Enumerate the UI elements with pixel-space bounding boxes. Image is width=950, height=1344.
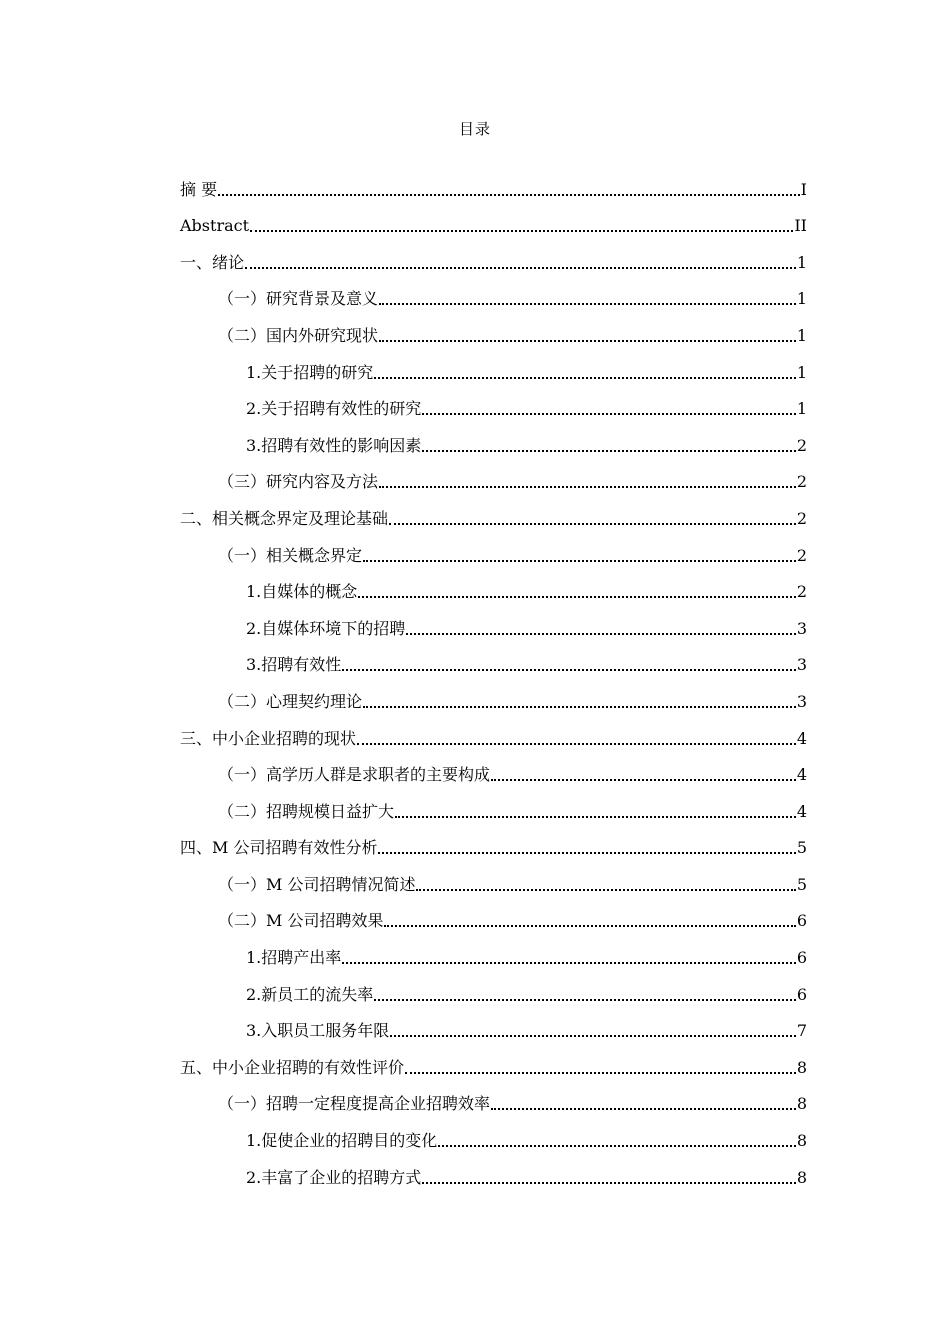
toc-entry[interactable] bbox=[180, 419, 807, 456]
toc-dot-leader bbox=[406, 633, 796, 635]
toc-entry-page-number: 4 bbox=[796, 728, 807, 748]
toc-dot-leader bbox=[422, 450, 796, 452]
toc-dot-leader bbox=[422, 1182, 796, 1184]
toc-entry[interactable] bbox=[180, 895, 807, 932]
toc-dot-leader bbox=[363, 706, 796, 708]
toc-entry-page-number: 2 bbox=[796, 508, 807, 528]
toc-entry-label: （一）M 公司招聘情况简述 bbox=[218, 874, 416, 894]
toc-entry[interactable] bbox=[180, 1151, 807, 1188]
toc-entry-label: （一）研究背景及意义 bbox=[218, 289, 379, 309]
toc-entry-page-number: 5 bbox=[796, 874, 807, 894]
toc-entry[interactable] bbox=[180, 1114, 807, 1151]
toc-dot-leader bbox=[363, 560, 796, 562]
toc-entry-label: （二）M 公司招聘效果 bbox=[218, 911, 384, 931]
toc-entry-label: 1.关于招聘的研究 bbox=[246, 362, 374, 382]
toc-entry-page-number: 1 bbox=[796, 399, 807, 419]
toc-entry-label: （一）高学历人群是求职者的主要构成 bbox=[218, 765, 491, 785]
toc-dot-leader bbox=[395, 816, 796, 818]
toc-entry[interactable] bbox=[180, 492, 807, 529]
toc-entry-label: （二）心理契约理论 bbox=[218, 691, 363, 711]
toc-entry-label: 2.关于招聘有效性的研究 bbox=[246, 399, 422, 419]
toc-dot-leader bbox=[342, 962, 796, 964]
toc-entry-page-number: 8 bbox=[796, 1167, 807, 1187]
toc-dot-leader bbox=[374, 999, 796, 1001]
toc-entry-label: 3.入职员工服务年限 bbox=[246, 1021, 390, 1041]
toc-entry[interactable] bbox=[180, 1005, 807, 1042]
toc-entry[interactable] bbox=[180, 456, 807, 493]
toc-entry-page-number: 2 bbox=[796, 545, 807, 565]
toc-entry[interactable] bbox=[180, 1041, 807, 1078]
toc-dot-leader bbox=[379, 303, 796, 305]
toc-entry[interactable] bbox=[180, 639, 807, 676]
toc-entry[interactable] bbox=[180, 785, 807, 822]
toc-entry-label: 1.招聘产出率 bbox=[246, 948, 342, 968]
toc-entry[interactable] bbox=[180, 163, 807, 200]
toc-entry-label: 2.新员工的流失率 bbox=[246, 984, 374, 1004]
toc-entry-label: （一）相关概念界定 bbox=[218, 545, 363, 565]
toc-entry-page-number: 3 bbox=[796, 618, 807, 638]
toc-entry-label: 五、中小企业招聘的有效性评价 bbox=[180, 1057, 405, 1077]
toc-entry[interactable] bbox=[180, 1078, 807, 1115]
toc-entry[interactable] bbox=[180, 309, 807, 346]
toc-dot-leader bbox=[389, 523, 796, 525]
toc-dot-leader bbox=[378, 852, 795, 854]
toc-entry-page-number: 8 bbox=[796, 1094, 807, 1114]
toc-entry-label: 3.招聘有效性 bbox=[246, 655, 342, 675]
toc-entry[interactable] bbox=[180, 200, 807, 237]
toc-dot-leader bbox=[491, 1108, 796, 1110]
toc-dot-leader bbox=[390, 1035, 796, 1037]
toc-entry-label: 2.自媒体环境下的招聘 bbox=[246, 618, 406, 638]
toc-dot-leader bbox=[218, 194, 800, 196]
toc-dot-leader bbox=[358, 596, 796, 598]
toc-entry-label: 四、M 公司招聘有效性分析 bbox=[180, 838, 378, 858]
toc-entry-page-number: 1 bbox=[796, 252, 807, 272]
toc-entry-label: 2.丰富了企业的招聘方式 bbox=[246, 1167, 422, 1187]
toc-entry-label: 3.招聘有效性的影响因素 bbox=[246, 435, 422, 455]
table-of-contents bbox=[180, 163, 807, 1188]
toc-entry-page-number: 6 bbox=[796, 911, 807, 931]
toc-entry-page-number: 3 bbox=[796, 691, 807, 711]
toc-entry-page-number: 3 bbox=[796, 655, 807, 675]
toc-dot-leader bbox=[374, 377, 796, 379]
toc-dot-leader bbox=[342, 669, 796, 671]
toc-dot-leader bbox=[250, 230, 793, 232]
toc-entry-label: Abstract bbox=[180, 216, 250, 236]
toc-entry[interactable] bbox=[180, 273, 807, 310]
toc-dot-leader bbox=[379, 486, 796, 488]
toc-entry[interactable] bbox=[180, 675, 807, 712]
toc-entry-label: 摘 要 bbox=[180, 179, 218, 199]
toc-entry-label: （一）招聘一定程度提高企业招聘效率 bbox=[218, 1094, 491, 1114]
toc-entry-page-number: 6 bbox=[796, 948, 807, 968]
toc-entry-label: （二）招聘规模日益扩大 bbox=[218, 801, 395, 821]
toc-entry-page-number: 1 bbox=[796, 289, 807, 309]
toc-entry-page-number: 5 bbox=[796, 838, 807, 858]
toc-dot-leader bbox=[357, 743, 796, 745]
toc-entry-page-number: 4 bbox=[796, 765, 807, 785]
toc-entry[interactable] bbox=[180, 529, 807, 566]
toc-entry-page-number: 6 bbox=[796, 984, 807, 1004]
toc-dot-leader bbox=[379, 340, 796, 342]
toc-entry-page-number: 7 bbox=[796, 1021, 807, 1041]
toc-dot-leader bbox=[384, 925, 795, 927]
toc-entry-label: 三、中小企业招聘的现状 bbox=[180, 728, 357, 748]
toc-entry[interactable] bbox=[180, 931, 807, 968]
toc-entry-page-number: 2 bbox=[796, 582, 807, 602]
toc-entry-label: 1.促使企业的招聘目的变化 bbox=[246, 1131, 438, 1151]
toc-entry[interactable] bbox=[180, 712, 807, 749]
toc-dot-leader bbox=[245, 267, 796, 269]
toc-entry-label: （二）国内外研究现状 bbox=[218, 325, 379, 345]
toc-entry[interactable] bbox=[180, 602, 807, 639]
toc-entry[interactable] bbox=[180, 822, 807, 859]
toc-entry[interactable] bbox=[180, 858, 807, 895]
toc-entry-label: 1.自媒体的概念 bbox=[246, 582, 358, 602]
toc-entry-label: （三）研究内容及方法 bbox=[218, 472, 379, 492]
toc-entry-page-number: 4 bbox=[796, 801, 807, 821]
toc-entry[interactable] bbox=[180, 236, 807, 273]
toc-entry[interactable] bbox=[180, 383, 807, 420]
toc-entry-page-number: 1 bbox=[796, 362, 807, 382]
toc-entry-page-number: 2 bbox=[796, 435, 807, 455]
toc-entry[interactable] bbox=[180, 346, 807, 383]
toc-entry[interactable] bbox=[180, 968, 807, 1005]
toc-entry[interactable] bbox=[180, 749, 807, 786]
toc-entry-label: 二、相关概念界定及理论基础 bbox=[180, 508, 389, 528]
toc-dot-leader bbox=[405, 1072, 796, 1074]
toc-dot-leader bbox=[416, 889, 795, 891]
toc-entry-page-number: 1 bbox=[796, 325, 807, 345]
toc-entry-page-number: 8 bbox=[796, 1057, 807, 1077]
toc-entry-page-number: I bbox=[800, 179, 807, 199]
toc-title: 目录 bbox=[458, 120, 491, 138]
toc-entry-page-number: 8 bbox=[796, 1131, 807, 1151]
toc-entry-label: 一、绪论 bbox=[180, 252, 245, 272]
toc-dot-leader bbox=[491, 779, 796, 781]
toc-dot-leader bbox=[422, 413, 796, 415]
toc-entry[interactable] bbox=[180, 566, 807, 603]
toc-entry-page-number: II bbox=[794, 216, 807, 236]
toc-dot-leader bbox=[438, 1145, 796, 1147]
toc-entry-page-number: 2 bbox=[796, 472, 807, 492]
